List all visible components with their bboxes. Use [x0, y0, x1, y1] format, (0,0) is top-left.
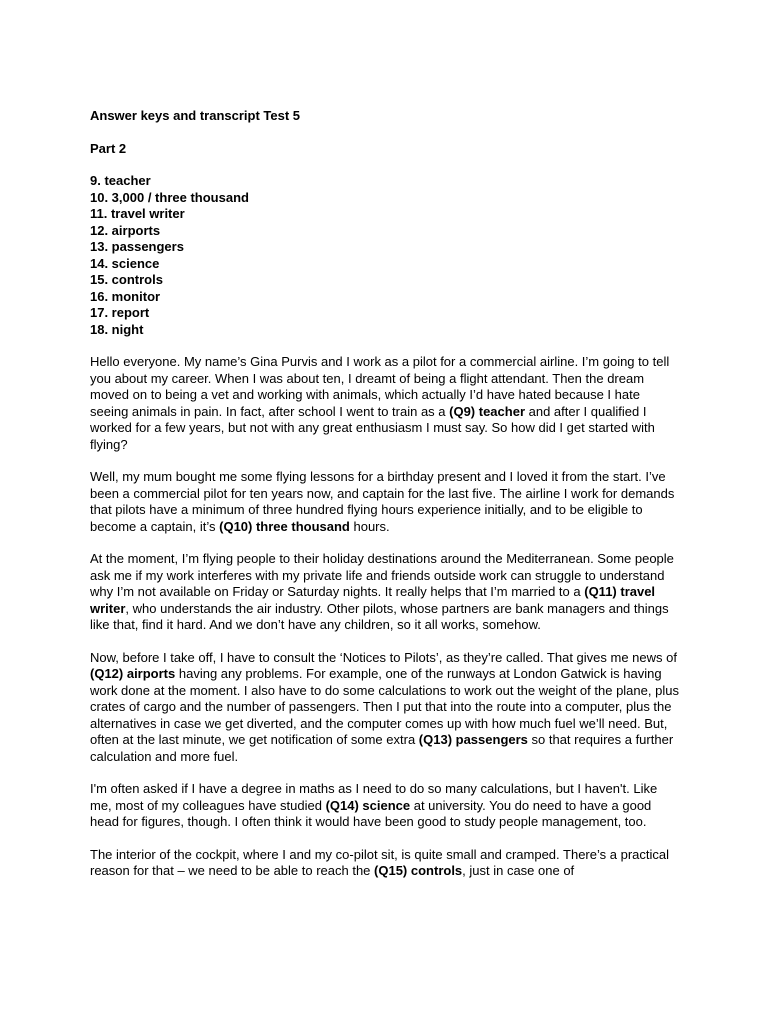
- transcript-paragraph: [90, 469, 680, 535]
- answer-highlight: (Q12) airports: [90, 666, 176, 681]
- answer-item: 11. travel writer: [90, 206, 185, 221]
- paragraph-text: , who understands the air industry. Other pilots, whose partners are bank managers and things like that, find it hard. And we don’t have any children, so it all works, somehow.: [90, 600, 669, 632]
- document-page: [90, 108, 680, 896]
- paragraph-text: and after I qualified I worked for a few years, but not with any great enthusiasm I must say. So how did I get started with flying?: [90, 403, 655, 452]
- part-heading: Part 2: [90, 140, 127, 156]
- answer-highlight: (Q14) science: [325, 797, 411, 813]
- transcript-paragraph: [90, 650, 680, 766]
- paragraph-text: hours.: [349, 518, 390, 534]
- answer-highlight: (Q9) teacher: [449, 403, 526, 419]
- paragraph-text: Well, my mum bought me some flying lessons for a birthday present and I loved it from the start. I’ve been a commercial pilot for ten years now, and captain for the last five. The airline I work for demands that pilots have a minimum of three hundred flying hours experience initially, and to be eligible to become a captain, it’s: [90, 469, 675, 534]
- transcript: [90, 354, 680, 880]
- answer-item: 16. monitor: [90, 288, 161, 304]
- transcript-paragraph: [90, 354, 680, 453]
- answer-highlight: (Q15) controls: [374, 863, 463, 878]
- paragraph-text: I'm often asked if I have a degree in maths as I need to do so many calculations, but I haven't. Like me, most of my colleagues have studied: [90, 781, 658, 813]
- paragraph-text: Now, before I take off, I have to consult the ‘Notices to Pilots’, as they’re called. That gives me news of: [90, 649, 677, 665]
- answer-item: 18. night: [90, 321, 144, 337]
- answer-highlight: (Q10) three thousand: [219, 518, 350, 534]
- transcript-paragraph: [90, 847, 680, 880]
- paragraph-text: The interior of the cockpit, where I and my co-pilot sit, is quite small and cramped. There’s a practical reason for that – we need to be able to reach the: [90, 846, 670, 878]
- paragraph-text: having any problems. For example, one of the runways at London Gatwick is having work done at the moment. I also have to do some calculations to work out the weight of the plane, plus crates of cargo and the number of passengers. Then I put that into the route into a computer, plus the alternatives in case we get diverted, and the computer comes up with how much fuel we’ll need. But, often at the last minute, we get notification of some extra: [90, 666, 679, 747]
- paragraph-text: , just in case one of: [462, 863, 575, 878]
- transcript-paragraph: [90, 551, 680, 634]
- answer-item: 14. science: [90, 255, 160, 271]
- answer-item: 9. teacher: [90, 173, 151, 188]
- answer-item: 10. 3,000 / three thousand: [90, 189, 249, 205]
- transcript-paragraph: [90, 781, 680, 831]
- answer-item: 12. airports: [90, 222, 161, 238]
- answer-item: 13. passengers: [90, 239, 184, 254]
- paragraph-text: so that requires a further calculation and more fuel.: [90, 732, 674, 764]
- paragraph-text: at university. You do need to have a good head for figures, though. I often think it would have been good to study people management, too.: [90, 797, 652, 829]
- answer-highlight: (Q13) passengers: [418, 732, 528, 747]
- paragraph-text: Hello everyone. My name’s Gina Purvis and I work as a pilot for a commercial airline. I’m going to tell you about my career. When I was about ten, I dreamt of being a flight attendant. Then the dream moved on to being a vet and working with animals, which actually I’d have hated because I hate seeing animals in pain. In fact, after school I went to train as a: [90, 354, 670, 419]
- paragraph-text: At the moment, I’m flying people to their holiday destinations around the Mediterranean. Some people ask me if my work interferes with my private life and friends outside work can struggle to understand why I’m not available on Friday or Saturday nights. It really helps that I’m married to a: [90, 551, 674, 599]
- document-title: Answer keys and transcript Test 5: [90, 108, 301, 123]
- answer-item: 17. report: [90, 305, 150, 320]
- answer-highlight: (Q11) travel writer: [90, 584, 656, 616]
- answer-item: 15. controls: [90, 272, 163, 287]
- answer-key-list: [90, 173, 680, 338]
